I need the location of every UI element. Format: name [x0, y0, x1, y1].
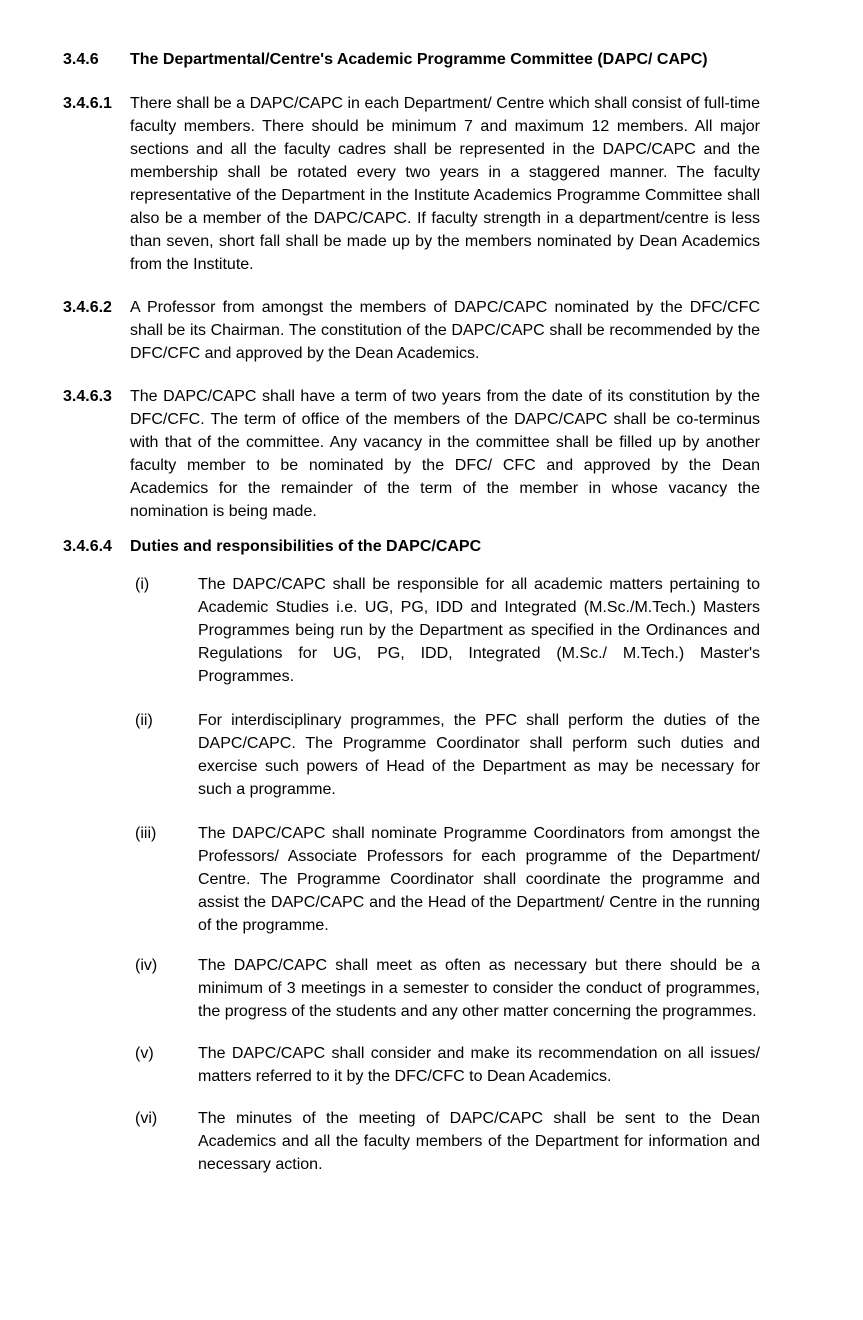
duty-item-ii — [135, 709, 760, 801]
section-number: 3.4.6 — [63, 51, 99, 68]
duty-text: The DAPC/CAPC shall nominate Programme Coordinators from amongst the Professors/ Associate Professors for each programme of the Department/ Centre. The Programme Coordinator shall coordinate the programme and assist the DAPC/CAPC and the Head of the Department/ Centre in the running of the programme. — [198, 825, 760, 934]
clause-number: 3.4.6.2 — [63, 299, 112, 316]
clause-3-4-6-2 — [63, 296, 760, 365]
clause-3-4-6-4-heading — [63, 535, 760, 558]
duty-text: The DAPC/CAPC shall be responsible for all academic matters pertaining to Academic Studies i.e. UG, PG, IDD and Integrated (M.Sc./M.Tech.) Masters Programmes being run by the Department as specified in the Ordinances and Regulations for UG, PG, IDD, Integrated (M.Sc./ M.Tech.) Master's Programmes. — [198, 576, 760, 685]
section-title: The Departmental/Centre's Academic Programme Committee (DAPC/ CAPC) — [130, 51, 708, 68]
duty-item-vi — [135, 1107, 760, 1176]
section-3-4-6 — [63, 48, 760, 71]
duty-label: (ii) — [135, 712, 153, 729]
clause-text: The DAPC/CAPC shall have a term of two years from the date of its constitution by the DFC/CFC. The term of office of the members of the DAPC/CAPC shall be co-terminus with that of the committee. Any vacancy in the committee shall be filled up by another faculty member to be nominated by the DFC/ CFC and approved by the Dean Academics for the remainder of the term of the member in whose vacancy the nomination is being made. — [130, 388, 760, 520]
duty-label: (vi) — [135, 1110, 158, 1127]
clause-number: 3.4.6.3 — [63, 388, 112, 405]
duty-label: (iv) — [135, 957, 158, 974]
duty-text: The minutes of the meeting of DAPC/CAPC shall be sent to the Dean Academics and all the faculty members of the Department for information and necessary action. — [198, 1110, 760, 1173]
duty-label: (i) — [135, 576, 150, 593]
duty-text: The DAPC/CAPC shall meet as often as necessary but there should be a minimum of 3 meetings in a semester to consider the conduct of programmes, the progress of the students and any other matter concerning the programmes. — [198, 957, 760, 1020]
clause-title: Duties and responsibilities of the DAPC/CAPC — [130, 538, 482, 555]
clause-number: 3.4.6.4 — [63, 538, 112, 555]
duty-item-iii — [135, 822, 760, 937]
duty-item-v — [135, 1042, 760, 1088]
clause-3-4-6-3 — [63, 385, 760, 523]
duty-label: (v) — [135, 1045, 154, 1062]
duty-item-i — [135, 573, 760, 688]
clause-3-4-6-1 — [63, 92, 760, 276]
clause-number: 3.4.6.1 — [63, 95, 112, 112]
clause-text: There shall be a DAPC/CAPC in each Department/ Centre which shall consist of full-time faculty members. There should be minimum 7 and maximum 12 members. All major sections and all the faculty cadres shall be represented in the DAPC/CAPC and the membership shall be rotated every two years in a staggered manner. The faculty representative of the Department in the Institute Academics Programme Committee shall also be a member of the DAPC/CAPC. If faculty strength in a department/centre is less than seven, short fall shall be made up by the members nominated by Dean Academics from the Institute. — [130, 95, 760, 273]
clause-text: A Professor from amongst the members of DAPC/CAPC nominated by the DFC/CFC shall be its Chairman. The constitution of the DAPC/CAPC shall be recommended by the DFC/CFC and approved by the Dean Academics. — [130, 299, 760, 362]
duty-item-iv — [135, 954, 760, 1023]
duty-text: For interdisciplinary programmes, the PFC shall perform the duties of the DAPC/CAPC. The Programme Coordinator shall perform such duties and exercise such powers of Head of the Department as may be necessary for such a programme. — [198, 712, 760, 798]
duty-label: (iii) — [135, 825, 157, 842]
document-content — [63, 48, 760, 1176]
duty-text: The DAPC/CAPC shall consider and make its recommendation on all issues/ matters referred to it by the DFC/CFC to Dean Academics. — [198, 1045, 760, 1085]
